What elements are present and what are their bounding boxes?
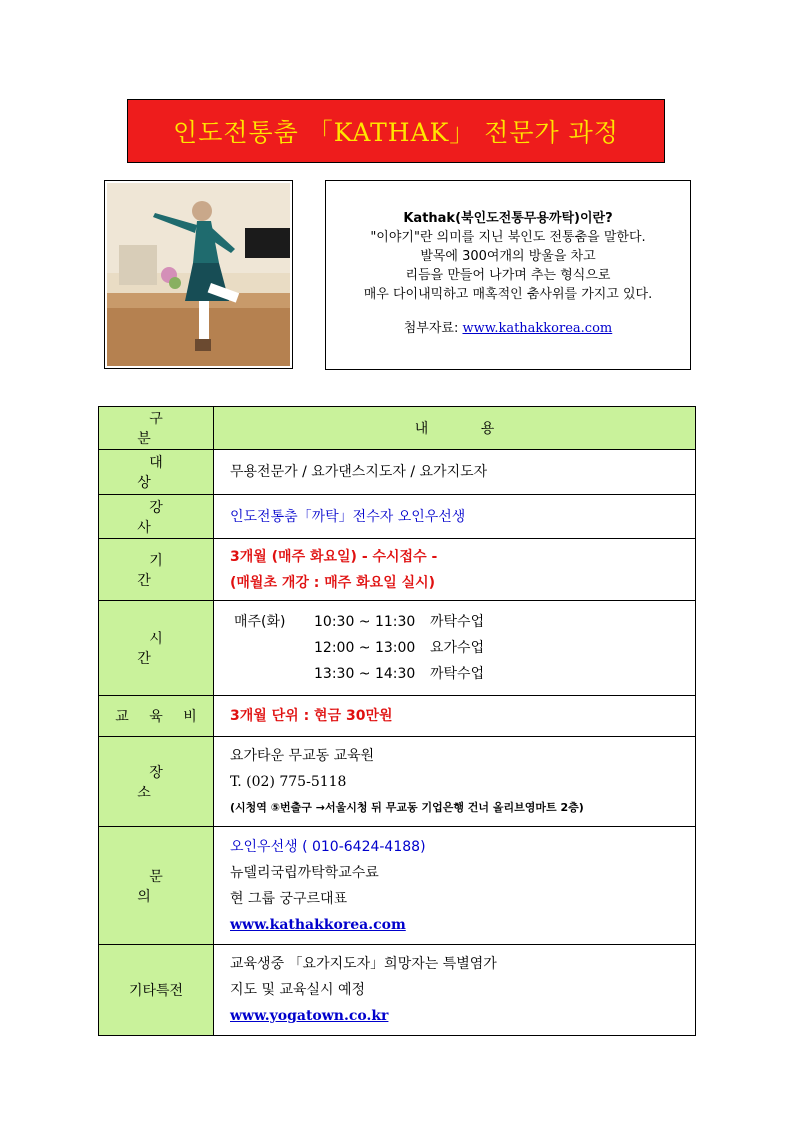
contact-line2: 뉴델리국립까탁학교수료 — [230, 864, 379, 881]
place-line1: 요가타운 무교동 교육원 — [230, 747, 375, 764]
time-label: 시 간 — [99, 601, 214, 696]
schedule-class: 까탁수업 — [430, 666, 485, 682]
table-row — [99, 945, 696, 1036]
table-row — [99, 539, 696, 601]
info-heading: Kathak(북인도전통무용까탁)이란? — [403, 211, 613, 226]
table-row — [99, 827, 696, 945]
table-row — [99, 450, 696, 495]
schedule-time: 13:30 ~ 14:30 — [314, 666, 416, 682]
schedule-row — [230, 635, 694, 661]
schedule-row — [230, 609, 694, 635]
course-info-table — [98, 406, 696, 1036]
kathak-dancer-photo — [104, 180, 293, 369]
table-row — [99, 696, 696, 737]
period-value — [214, 539, 696, 601]
attachment-ref — [326, 319, 690, 338]
contact-phone: 오인우선생 ( 010-6424-4188) — [230, 838, 426, 855]
info-line: "이야기"란 의미를 지닌 북인도 전통춤을 말한다. — [370, 230, 646, 245]
fee-label: 교 육 비 — [99, 696, 214, 737]
instructor-label: 강 사 — [99, 495, 214, 539]
schedule-class: 요가수업 — [430, 640, 485, 656]
schedule-time: 10:30 ~ 11:30 — [314, 614, 416, 630]
target-value: 무용전문가 / 요가댄스지도자 / 요가지도자 — [214, 450, 696, 495]
contact-website-link[interactable]: www.kathakkorea.com — [230, 916, 406, 933]
period-label: 기 간 — [99, 539, 214, 601]
fee-value: 3개월 단위 : 현금 30만원 — [214, 696, 696, 737]
header-content: 내 용 — [214, 407, 696, 450]
other-label: 기타특전 — [99, 945, 214, 1036]
place-value — [214, 737, 696, 827]
contact-label: 문 의 — [99, 827, 214, 945]
place-phone: T. (02) 775-5118 — [230, 773, 347, 790]
attachment-label: 첨부자료: — [403, 321, 463, 336]
schedule-class: 까탁수업 — [430, 614, 485, 630]
time-value — [214, 601, 696, 696]
other-line1: 교육생중 「요가지도자」희망자는 특별염가 — [230, 956, 497, 972]
contact-value — [214, 827, 696, 945]
place-label: 장 소 — [99, 737, 214, 827]
page-title: 인도전통춤 「KATHAK」 전문가 과정 — [127, 99, 665, 163]
contact-line3: 현 그룹 궁구르대표 — [230, 890, 348, 907]
yogatown-link[interactable]: www.yogatown.co.kr — [230, 1008, 389, 1024]
period-line2: (매월초 개강 : 매주 화요일 실시) — [230, 574, 436, 591]
target-label: 대 상 — [99, 450, 214, 495]
table-row — [99, 737, 696, 827]
schedule-row — [230, 661, 694, 687]
info-line: 리듬을 만들어 나가며 추는 형식으로 — [405, 268, 611, 283]
info-line: 매우 다이내믹하고 매혹적인 춤사위를 가지고 있다. — [363, 287, 653, 302]
schedule-time: 12:00 ~ 13:00 — [314, 640, 416, 656]
period-line1: 3개월 (매주 화요일) - 수시접수 - — [230, 548, 438, 565]
table-row — [99, 601, 696, 696]
kathak-info-box — [325, 180, 691, 370]
schedule-day: 매주(화) — [234, 614, 286, 630]
other-line2: 지도 및 교육실시 예정 — [230, 982, 366, 998]
kathakkorea-link[interactable]: www.kathakkorea.com — [462, 321, 613, 336]
place-directions: (시청역 ⑤번출구 →서울시청 뒤 무교동 기업은행 건너 올리브영마트 2층) — [230, 800, 584, 814]
instructor-value: 인도전통춤「까탁」전수자 오인우선생 — [214, 495, 696, 539]
table-header-row — [99, 407, 696, 450]
table-row — [99, 495, 696, 539]
other-value — [214, 945, 696, 1036]
header-label: 구 분 — [99, 407, 214, 450]
info-line: 발목에 300여개의 방울을 차고 — [420, 249, 596, 264]
